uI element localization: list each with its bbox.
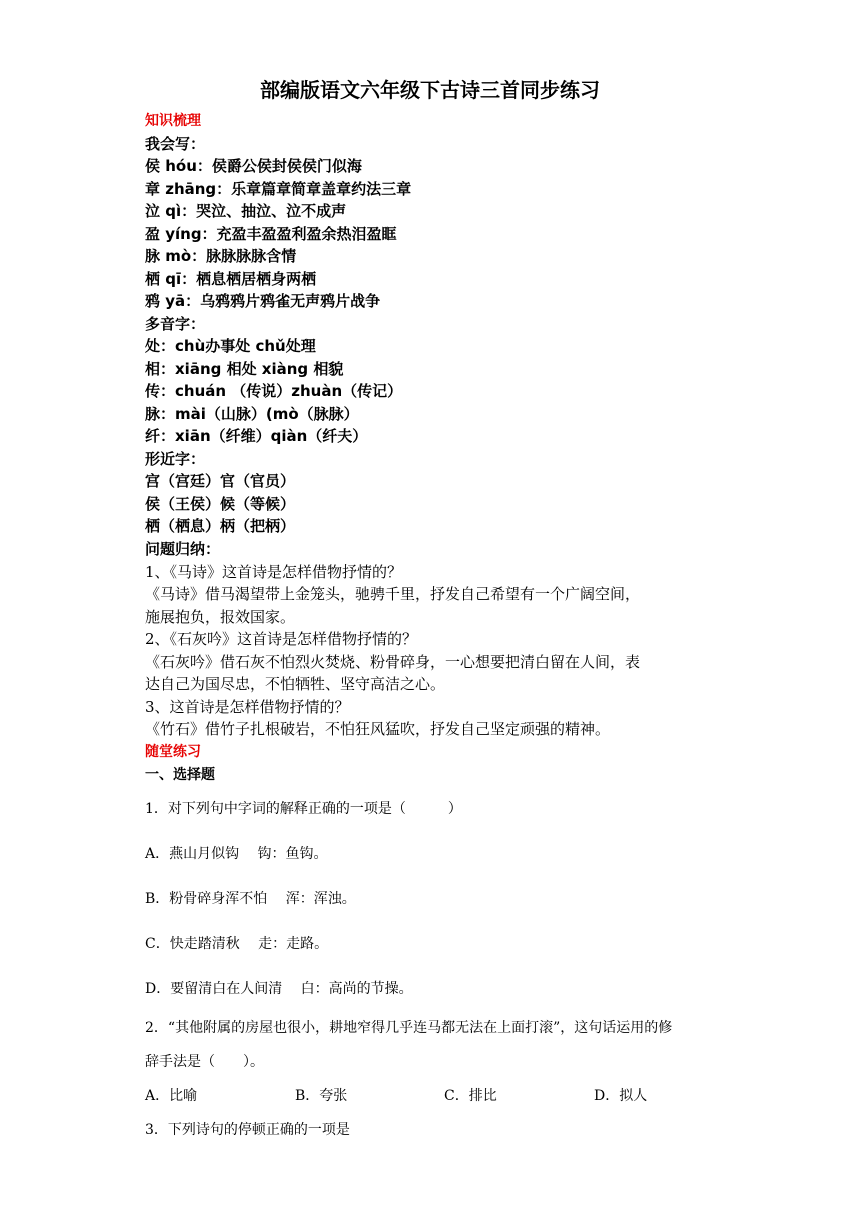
question-1-stem: 1．对下列句中字词的解释正确的一项是（ ）: [145, 801, 462, 817]
question-2-option: A．比喻: [145, 1088, 198, 1104]
summary-heading: 问题归纳：: [145, 540, 221, 558]
summary-question: 3、这首诗是怎样借物抒情的？: [145, 698, 350, 716]
choice-section-heading: 一、选择题: [145, 767, 215, 783]
question-2-option: C．排比: [444, 1088, 497, 1104]
summary-question: 2、《石灰吟》这首诗是怎样借物抒情的？: [145, 630, 418, 648]
page-title: 部编版语文六年级下古诗三首同步练习: [260, 78, 600, 102]
similar-item: 侯（王侯）候（等候）: [145, 495, 296, 513]
section-knowledge-heading: 知识梳理: [145, 113, 201, 129]
polyphone-item: 处：chù办事处 chǔ处理: [145, 337, 316, 355]
write-item: 脉 mò：脉脉脉脉含情: [145, 247, 297, 265]
question-3-stem: 3．下列诗句的停顿正确的一项是: [145, 1122, 350, 1138]
write-item: 栖 qī：栖息栖居栖身两栖: [145, 270, 317, 288]
write-item: 侯 hóu：侯爵公侯封侯侯门似海: [145, 157, 362, 175]
question-2-stem: 2．“其他附属的房屋也很小，耕地窄得几乎连马都无法在上面打滚”，这句话运用的修: [145, 1020, 673, 1036]
question-1-option: A．燕山月似钩 钩：鱼钩。: [145, 846, 328, 862]
summary-answer: 《竹石》借竹子扎根破岩，不怕狂风猛吹，抒发自己坚定顽强的精神。: [145, 720, 611, 738]
polyphone-item: 传：chuán （传说）zhuàn（传记）: [145, 382, 403, 400]
write-heading: 我会写：: [145, 135, 206, 153]
summary-answer: 《石灰吟》借石灰不怕烈火焚烧、粉骨碎身，一心想要把清白留在人间，表: [145, 653, 641, 671]
polyphone-heading: 多音字：: [145, 315, 206, 333]
write-item: 鸦 yā：乌鸦鸦片鸦雀无声鸦片战争: [145, 292, 381, 310]
similar-heading: 形近字：: [145, 450, 206, 468]
question-1-option: D．要留清白在人间清 白：高尚的节操。: [145, 981, 413, 997]
polyphone-item: 脉：mài（山脉）(mò（脉脉）: [145, 405, 359, 423]
question-2-option: B．夸张: [295, 1088, 348, 1104]
summary-question: 1、《马诗》这首诗是怎样借物抒情的？: [145, 563, 403, 581]
polyphone-item: 相：xiāng 相处 xiàng 相貌: [145, 360, 344, 378]
summary-answer: 施展抱负，报效国家。: [145, 608, 296, 626]
similar-item: 宫（宫廷）官（官员）: [145, 472, 296, 490]
similar-item: 栖（栖息）柄（把柄）: [145, 517, 296, 535]
question-2-stem-continued: 辞手法是（ ）。: [145, 1054, 264, 1070]
question-1-option: C．快走踏清秋 走：走路。: [145, 936, 329, 952]
write-item: 章 zhāng：乐章篇章简章盖章约法三章: [145, 180, 412, 198]
polyphone-item: 纤：xiān（纤维）qiàn（纤夫）: [145, 427, 368, 445]
question-1-option: B．粉骨碎身浑不怕 浑：浑浊。: [145, 891, 356, 907]
question-2-option: D．拟人: [594, 1088, 648, 1104]
write-item: 泣 qì：哭泣、抽泣、泣不成声: [145, 202, 347, 220]
summary-answer: 《马诗》借马渴望带上金笼头，驰骋千里，抒发自己希望有一个广阔空间，: [145, 585, 641, 603]
write-item: 盈 yíng：充盈丰盈盈利盈余热泪盈眶: [145, 225, 397, 243]
summary-answer: 达自己为国尽忠，不怕牺牲、坚守高洁之心。: [145, 675, 446, 693]
section-practice-heading: 随堂练习: [145, 744, 201, 760]
